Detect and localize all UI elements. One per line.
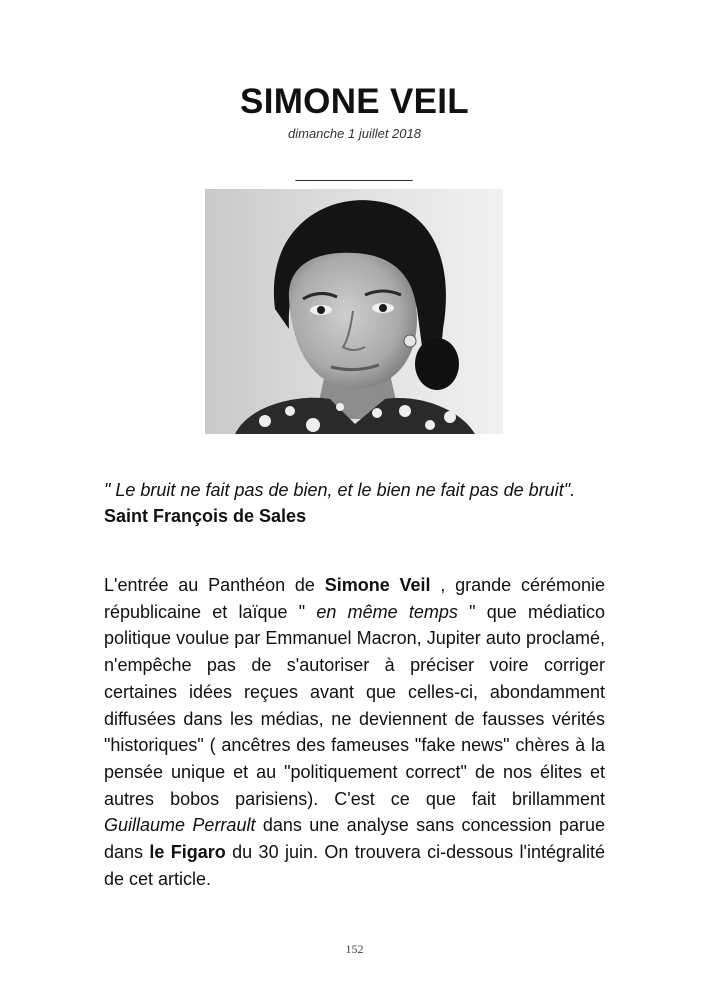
portrait-photo (205, 189, 503, 434)
article-intro (104, 572, 605, 892)
separator-line: _______________ (295, 165, 413, 181)
quote-text: " Le bruit ne fait pas de bien, et le bien ne fait pas de bruit". (104, 480, 576, 500)
epigraph-quote (104, 477, 604, 529)
author-name: Guillaume Perrault (104, 815, 256, 836)
page-title: SIMONE VEIL (240, 82, 469, 121)
article-text-5: du 30 juin. On trouvera ci-dessous l'intégralité de cet article. (104, 842, 605, 889)
quote-author: Saint François de Sales (104, 506, 307, 526)
newspaper-name: le Figaro (149, 842, 226, 863)
date-line: dimanche 1 juillet 2018 (288, 126, 421, 141)
page-number: 152 (345, 942, 364, 956)
portrait-photo-icon (205, 189, 503, 434)
name-bold: Simone Veil (324, 575, 431, 595)
italic-phrase: en même temps (316, 601, 458, 622)
article-text-4: dans une analyse sans concession parue dans (104, 815, 605, 863)
article-text-2: , grande cérémonie républicaine et laïque " (104, 575, 605, 622)
article-text-3: " que médiatico politique voulue par Emmanuel Macron, Jupiter auto proclamé, n'empêche pas de s'autoriser à préciser voire corriger certaines idées reçues avant que celles-ci, abondamment diffusées dans les médias, ne deviennent de fausses vérités "historiques" ( ancêtres des fameuses "fake news" chères à la pensée unique et au "politiquement correct" de nos élites et autres bobos parisiens). C'est ce que fait brillamment (104, 601, 605, 809)
article-text-1: L'entrée au Panthéon de (104, 575, 325, 595)
